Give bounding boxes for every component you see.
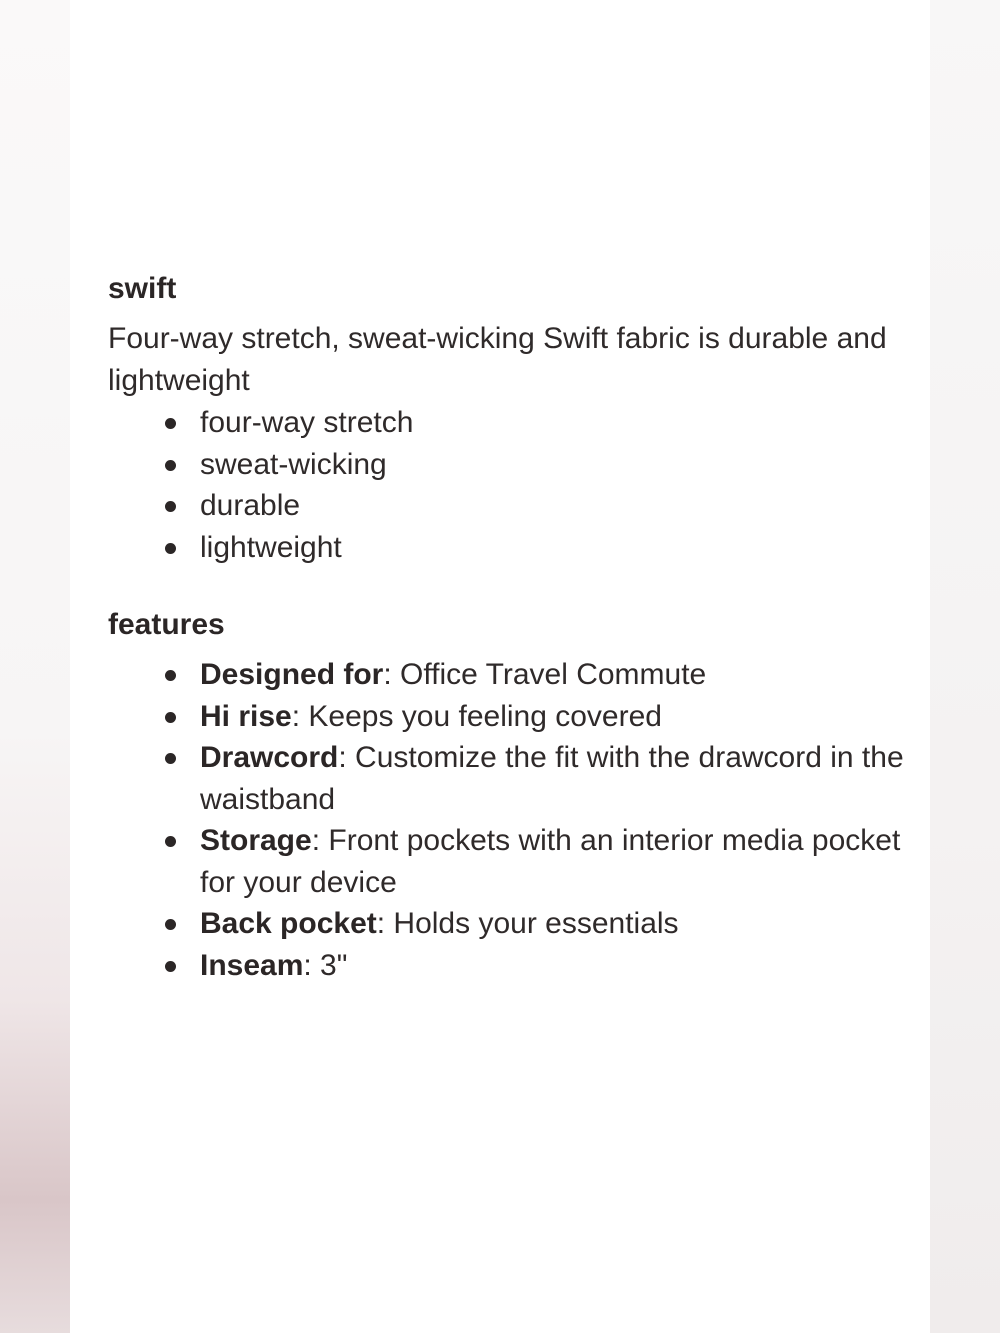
- product-details-content: [108, 268, 920, 986]
- swift-section-title: swift: [108, 272, 177, 305]
- feature-item-hi-rise: [200, 696, 920, 738]
- feature-item-designed-for: [200, 654, 920, 696]
- right-page-edge: [930, 0, 1000, 1333]
- swift-properties-list: [108, 402, 920, 568]
- feature-text: : 3": [303, 948, 348, 982]
- feature-label: Inseam: [200, 948, 304, 982]
- feature-label: Storage: [200, 824, 312, 857]
- feature-text: : Front pockets with an interior media pocket for your device: [200, 824, 901, 899]
- feature-label: Hi rise: [200, 699, 292, 733]
- feature-text: : Customize the fit with the drawcord in the waistband: [200, 741, 904, 816]
- features-section-title: features: [108, 608, 225, 641]
- feature-item-storage: [200, 820, 920, 903]
- swift-description: Four-way stretch, sweat-wicking Swift fabric is durable and lightweight: [108, 322, 887, 397]
- feature-label: Drawcord: [200, 741, 339, 774]
- product-details-card: [70, 0, 930, 1333]
- feature-label: Back pocket: [200, 907, 377, 940]
- list-item: durable: [200, 485, 920, 527]
- feature-text: : Holds your essentials: [376, 907, 679, 940]
- list-item: lightweight: [200, 527, 920, 569]
- list-item: sweat-wicking: [200, 444, 920, 486]
- feature-text: : Keeps you feeling covered: [291, 699, 662, 733]
- features-list: [108, 654, 920, 986]
- feature-text: : Office Travel Commute: [383, 658, 707, 691]
- feature-item-back-pocket: [200, 903, 920, 945]
- list-item: four-way stretch: [200, 402, 920, 444]
- feature-label: Designed for: [200, 658, 384, 691]
- feature-item-drawcord: [200, 737, 920, 820]
- swift-fabric-section: [108, 268, 920, 568]
- feature-item-inseam: [200, 945, 920, 987]
- features-section: [108, 604, 920, 986]
- left-page-edge: [0, 0, 70, 1333]
